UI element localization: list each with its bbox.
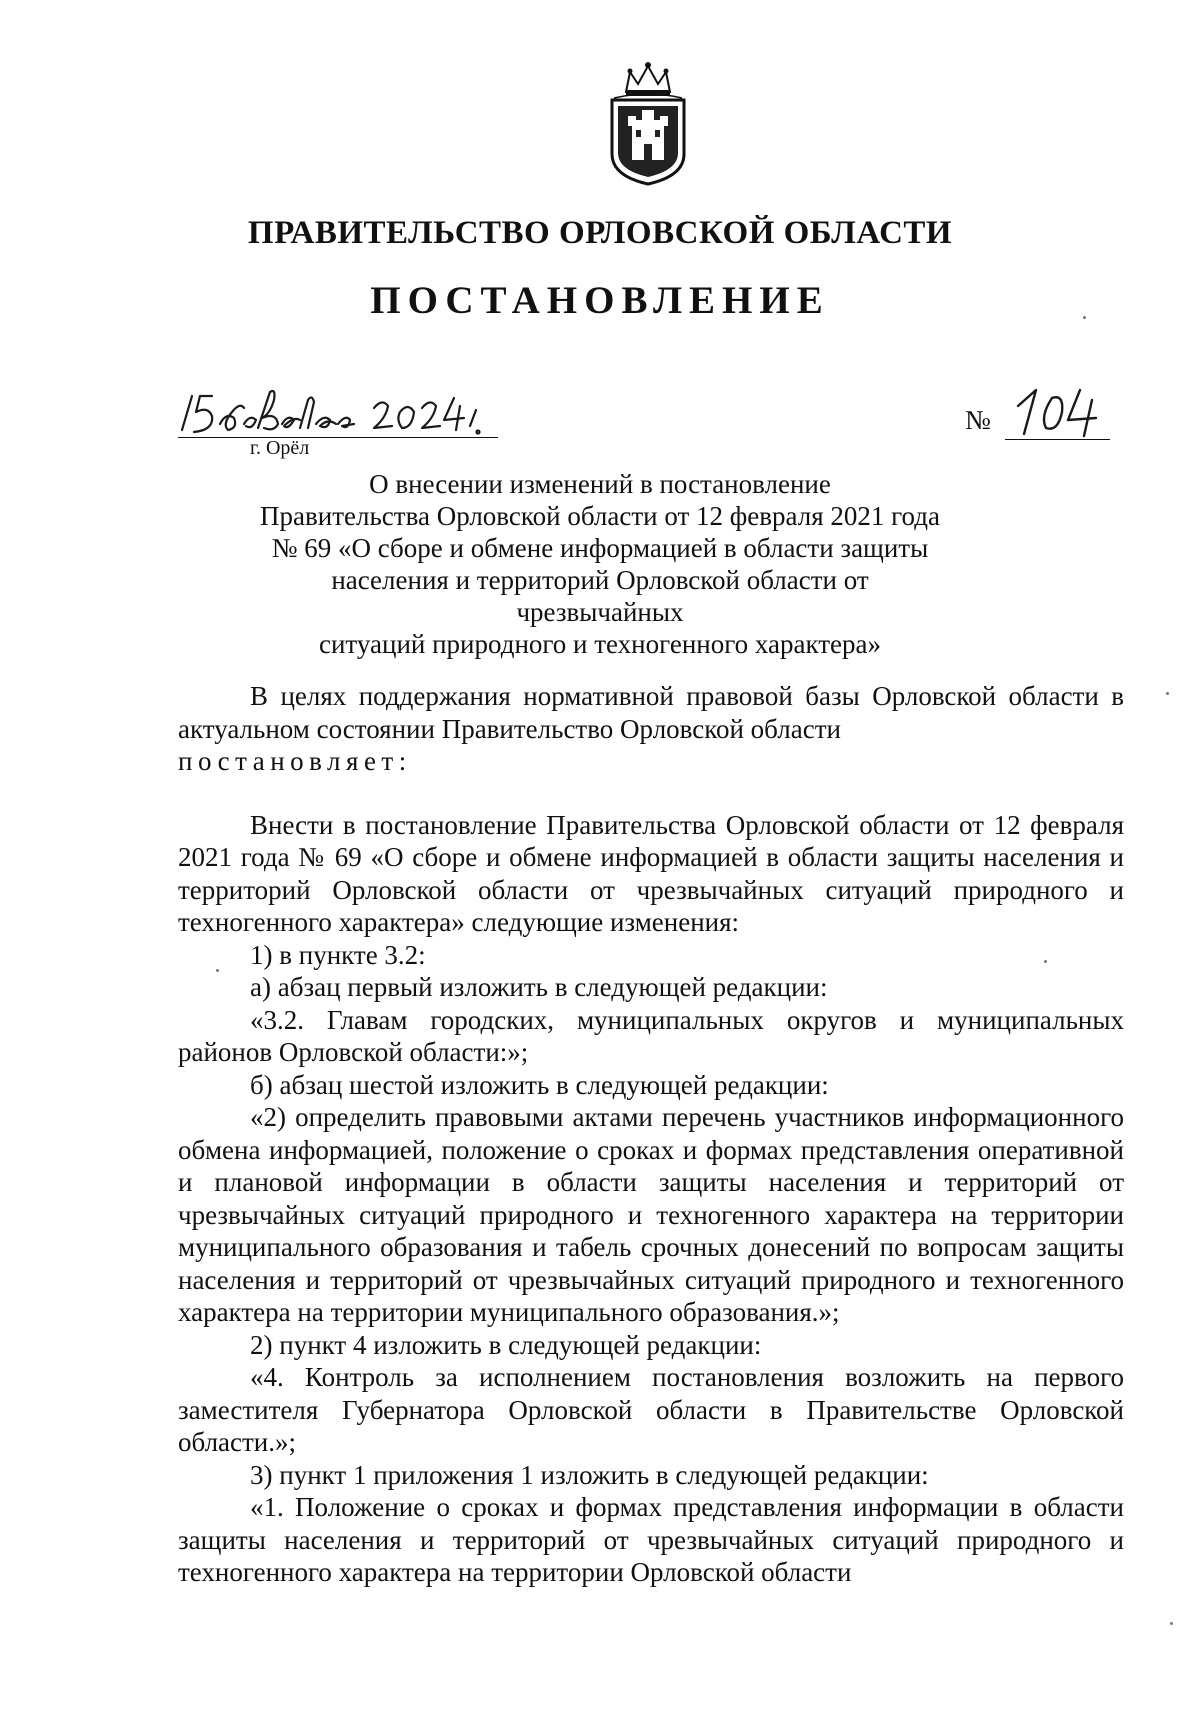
body-paragraph: «2) определить правовыми актами перечень участников информационного обмена информацией, положение о сроках и формах представления оперативной и плановой информации в области защиты населения и территорий от чрезвычайных ситуаций природного и техногенного характера на территории муниципального образования и табель срочных донесений по вопросам защиты населения и территорий от чрезвычайных ситуаций природного и техногенного характера на территории муниципального образования.»;: [178, 1102, 1124, 1327]
number-value: [0, 0, 1, 1]
scan-speck: [1170, 1622, 1173, 1625]
handwritten-date: [178, 384, 508, 444]
intro-paragraph: В целях поддержания нормативной правовой базы Орловской области в актуальном состоянии Правительство Орловской области: [178, 681, 1124, 744]
resolve-word: [178, 745, 1124, 778]
body-paragraph: 2) пункт 4 изложить в следующей редакции:: [250, 1329, 762, 1360]
document-body: [178, 680, 1124, 1589]
scan-speck: [216, 969, 219, 972]
body-paragraph: Внести в постановление Правительства Орловской области от 12 февраля 2021 года № 69 «О сборе и обмене информацией в области защиты населения и территорий Орловской области от чрезвычайных ситуаций природного и техногенного характера» следующие изменения:: [178, 809, 1124, 937]
number-label: №: [965, 405, 991, 435]
body-paragraph: «3.2. Главам городских, муниципальных округов и муниципальных районов Орловской области:»;: [178, 1004, 1124, 1067]
coat-of-arms-icon: [604, 58, 692, 188]
government-title: ПРАВИТЕЛЬСТВО ОРЛОВСКОЙ ОБЛАСТИ: [247, 215, 953, 251]
subject-line: ситуаций природного и техногенного характера»: [318, 629, 882, 659]
scan-speck: [1166, 692, 1169, 695]
body-paragraph: «4. Контроль за исполнением постановления возложить на первого заместителя Губернатора Орловской области в Правительстве Орловской области.»;: [178, 1362, 1124, 1457]
scan-speck: [1083, 316, 1086, 319]
subject-line: Правительства Орловской области от 12 февраля 2021 года: [260, 501, 940, 531]
body-paragraph: «1. Положение о сроках и формах представления информации в области защиты населения и территорий от чрезвычайных ситуаций природного и техногенного характера на территории Орловской области: [178, 1492, 1124, 1587]
subject-line: № 69 «О сборе и обмене информацией в области защиты: [271, 533, 929, 563]
date-underline: [178, 437, 498, 438]
body-paragraph: 1) в пункте 3.2:: [250, 939, 426, 970]
body-paragraph: 3) пункт 1 приложения 1 изложить в следующей редакции:: [250, 1459, 929, 1490]
resolve-text: постановляет:: [178, 746, 412, 776]
handwritten-number: [1008, 382, 1108, 442]
number-underline: [1005, 439, 1110, 440]
body-paragraph: б) абзац шестой изложить в следующей редакции:: [250, 1069, 829, 1100]
subject-line: населения и территорий Орловской области от чрезвычайных: [331, 565, 869, 627]
document-type-title: ПОСТАНОВЛЕНИЕ: [370, 279, 830, 322]
city-label: г. Орёл: [250, 437, 310, 459]
subject-line: О внесении изменений в постановление: [369, 469, 831, 499]
date-value: [0, 0, 1, 1]
body-paragraph: а) абзац первый изложить в следующей редакции:: [250, 972, 828, 1002]
scan-speck: [1044, 960, 1047, 963]
document-subject: [250, 468, 950, 660]
